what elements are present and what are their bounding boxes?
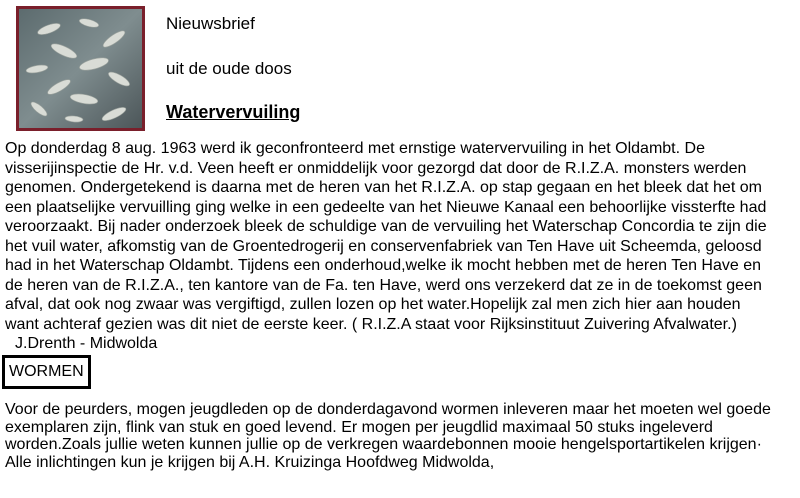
article-line: het vuil water, afkomstig van de Groentedrogerij en conservenfabriek van Ten Have uit Scheemda, geloosd: [5, 237, 762, 255]
article-line: Op donderdag 8 aug. 1963 werd ik geconfronteerd met ernstige watervervuiling in het Oldambt. De: [5, 140, 705, 157]
wormen-body: [5, 401, 795, 471]
article-line: de heren van de R.I.Z.A., ten kantore van de Fa. ten Have, werd ons verzekerd dat ze in de toekomst geen: [5, 276, 762, 294]
wormen-line: exemplaren zijn, flink van stuk en goed levend. Er mogen per jeugdlid maximaal 50 stuks ingeleverd: [5, 418, 713, 436]
article-title: Watervervuiling: [166, 102, 301, 122]
article-line: want achteraf gezien was dit niet de eerste keer. ( R.I.Z.A staat voor Rijksinstituut Zuivering Afvalwater.): [5, 315, 737, 333]
article-line: een plaatselijke vervuilling ging welke in een gedeelte van het Nieuwe Kanaal een behoorlijke vissterfte had: [5, 198, 767, 216]
article-line: afval, dat ook nog zwaar was vergiftigd, zullen lozen op het water.Hopelijk zal men zich hier aan houden: [5, 296, 741, 313]
dead-fish-icon: [19, 9, 142, 128]
article-line: had in het Waterschap Oldambt. Tijdens een onderhoud,welke ik mocht hebben met de heren Ten Have en: [5, 257, 762, 274]
newsletter-subtitle: uit de oude doos: [166, 59, 292, 78]
article-line: veroorzaakt. Bij nader onderzoek bleek de schuldige van de vervuiling het Waterschap Concordia te zijn die: [5, 218, 767, 235]
article-body: [5, 139, 795, 354]
article-line: genomen. Ondergetekend is daarna met de heren van het R.I.Z.A. op stap gegaan en het bleek dat het om: [5, 179, 762, 196]
wormen-line: worden.Zoals jullie weten kunnen jullie op de verkregen waardebonnen mooie hengelsportartikelen krijgen·: [5, 436, 762, 453]
newsletter-label: Nieuwsbrief: [166, 14, 255, 33]
wormen-line: Alle inlichtingen kun je krijgen bij A.H. Kruizinga Hoofdweg Midwolda,: [5, 453, 495, 471]
wormen-heading: WORMEN: [2, 355, 91, 389]
wormen-line: Voor de peurders, mogen jeugdleden op de donderdagavond wormen inleveren maar het moeten wel goede: [5, 401, 771, 418]
dead-fish-photo: [16, 6, 145, 131]
article-signature: J.Drenth - Midwolda: [15, 335, 158, 352]
article-line: visserijinspectie de Hr. v.d. Veen heeft er onmiddelijk voor gezorgd dat door de R.I.Z.A. monsters werden: [5, 159, 747, 177]
